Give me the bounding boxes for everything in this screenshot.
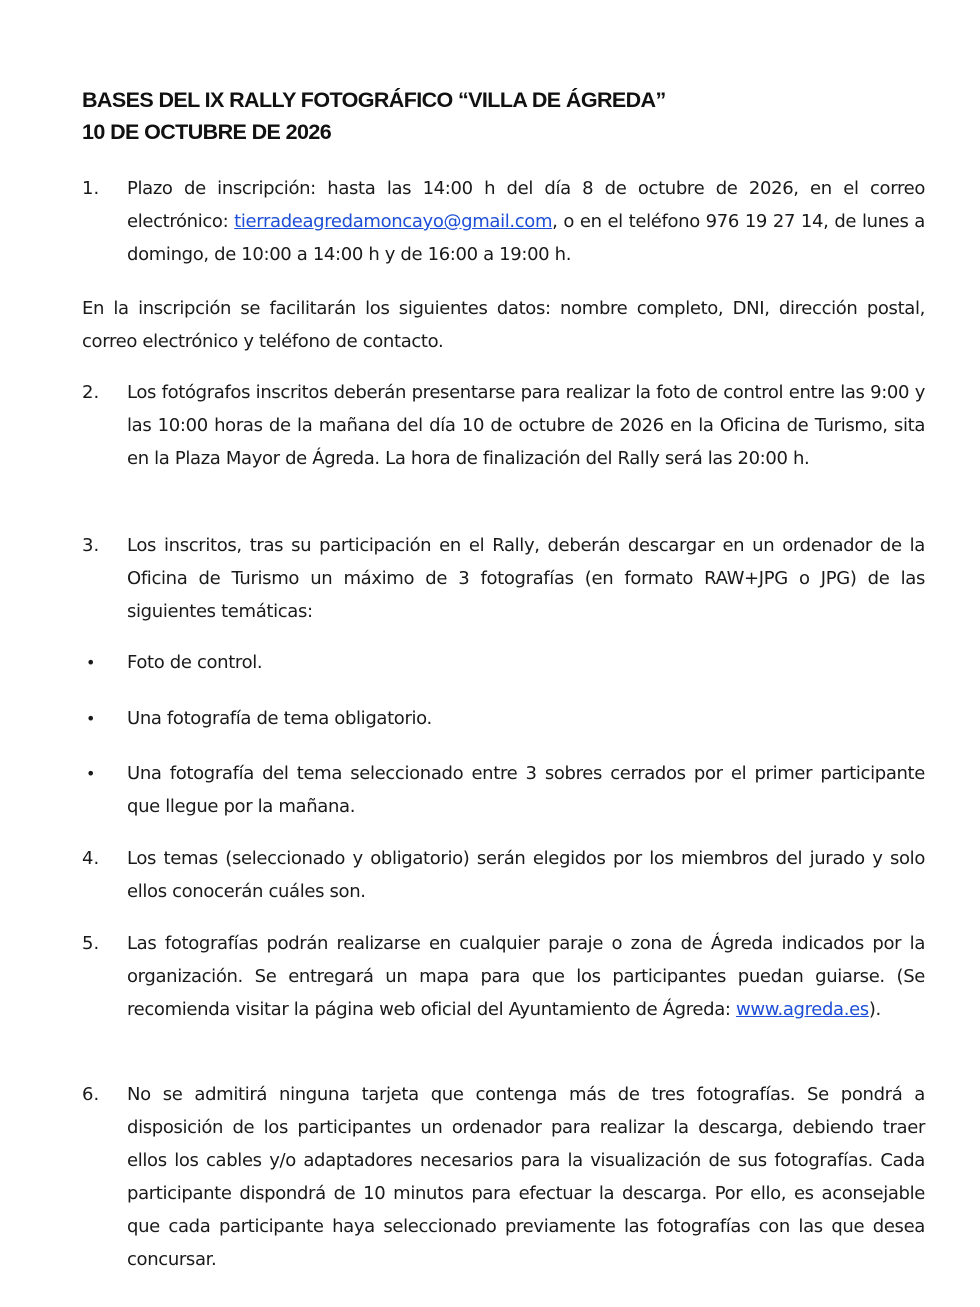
item-5-text-b: ). <box>868 999 881 1020</box>
bullet-2-symbol: • <box>86 709 96 728</box>
item-3-number: 3. <box>82 535 100 556</box>
bullet-1-symbol: • <box>86 653 96 672</box>
bullet-2-text: Una fotografía de tema obligatorio. <box>127 708 432 729</box>
item-2-number: 2. <box>82 382 100 403</box>
item-6-number: 6. <box>82 1084 100 1105</box>
item-2-text: Los fotógrafos inscritos deberán presentarse para realizar la foto de control entre las 9:00 y las 10:00 horas de la mañana del día 10 de octubre de 2026 en la Oficina de Turismo, sita en la Plaza Mayor de Ágreda. La hora de finalización del Rally será las 20:00 h. <box>127 382 925 469</box>
item-3-text: Los inscritos, tras su participación en el Rally, deberán descargar en un ordenador de la Oficina de Turismo un máximo de 3 fotografías (en formato RAW+JPG o JPG) de las siguientes temáticas: <box>127 535 925 622</box>
title-line-1: BASES DEL IX RALLY FOTOGRÁFICO “VILLA DE ÁGREDA” <box>82 88 666 112</box>
item-1-text-b: , o en el teléfono 976 19 27 14, de lunes a domingo, de 10:00 a 14:00 h y de 16:00 a 19:00 h. <box>127 211 925 265</box>
item-1-text-a: Plazo de inscripción: hasta las 14:00 h del día 8 de octubre de 2026, en el correo electrónico: <box>127 178 925 232</box>
item-4-number: 4. <box>82 848 100 869</box>
title-line-2: 10 DE OCTUBRE DE 2026 <box>82 120 332 144</box>
website-link[interactable]: www.agreda.es <box>735 999 869 1020</box>
item-5-text-a: Las fotografías podrán realizarse en cualquier paraje o zona de Ágreda indicados por la organización. Se entregará un mapa para que los participantes puedan guiarse. (Se recomienda visitar la página web oficial del Ayuntamiento de Ágreda: <box>127 933 925 1020</box>
registration-data-paragraph: En la inscripción se facilitarán los siguientes datos: nombre completo, DNI, dirección postal, correo electrónico y teléfono de contacto. <box>82 298 925 352</box>
bullet-3-symbol: • <box>86 764 96 783</box>
item-6-text: No se admitirá ninguna tarjeta que contenga más de tres fotografías. Se pondrá a disposición de los participantes un ordenador para realizar la descarga, debiendo traer ellos los cables y/o adaptadores necesarios para la visualización de sus fotografías. Cada participante dispondrá de 10 minutos para efectuar la descarga. Por ello, es aconsejable que cada participante haya seleccionado previamente las fotografías con las que desea concursar. <box>127 1084 925 1270</box>
item-5-text <box>127 927 925 1026</box>
item-5-number: 5. <box>82 933 100 954</box>
document-title <box>82 84 902 148</box>
email-link[interactable]: tierradeagredamoncayo@gmail.com <box>234 211 553 232</box>
item-1-number: 1. <box>82 178 100 199</box>
bullet-3-text: Una fotografía del tema seleccionado entre 3 sobres cerrados por el primer participante que llegue por la mañana. <box>127 763 925 817</box>
item-1-text <box>127 172 925 271</box>
bullet-1-text: Foto de control. <box>127 652 263 673</box>
item-4-text: Los temas (seleccionado y obligatorio) serán elegidos por los miembros del jurado y solo ellos conocerán cuáles son. <box>127 848 925 902</box>
